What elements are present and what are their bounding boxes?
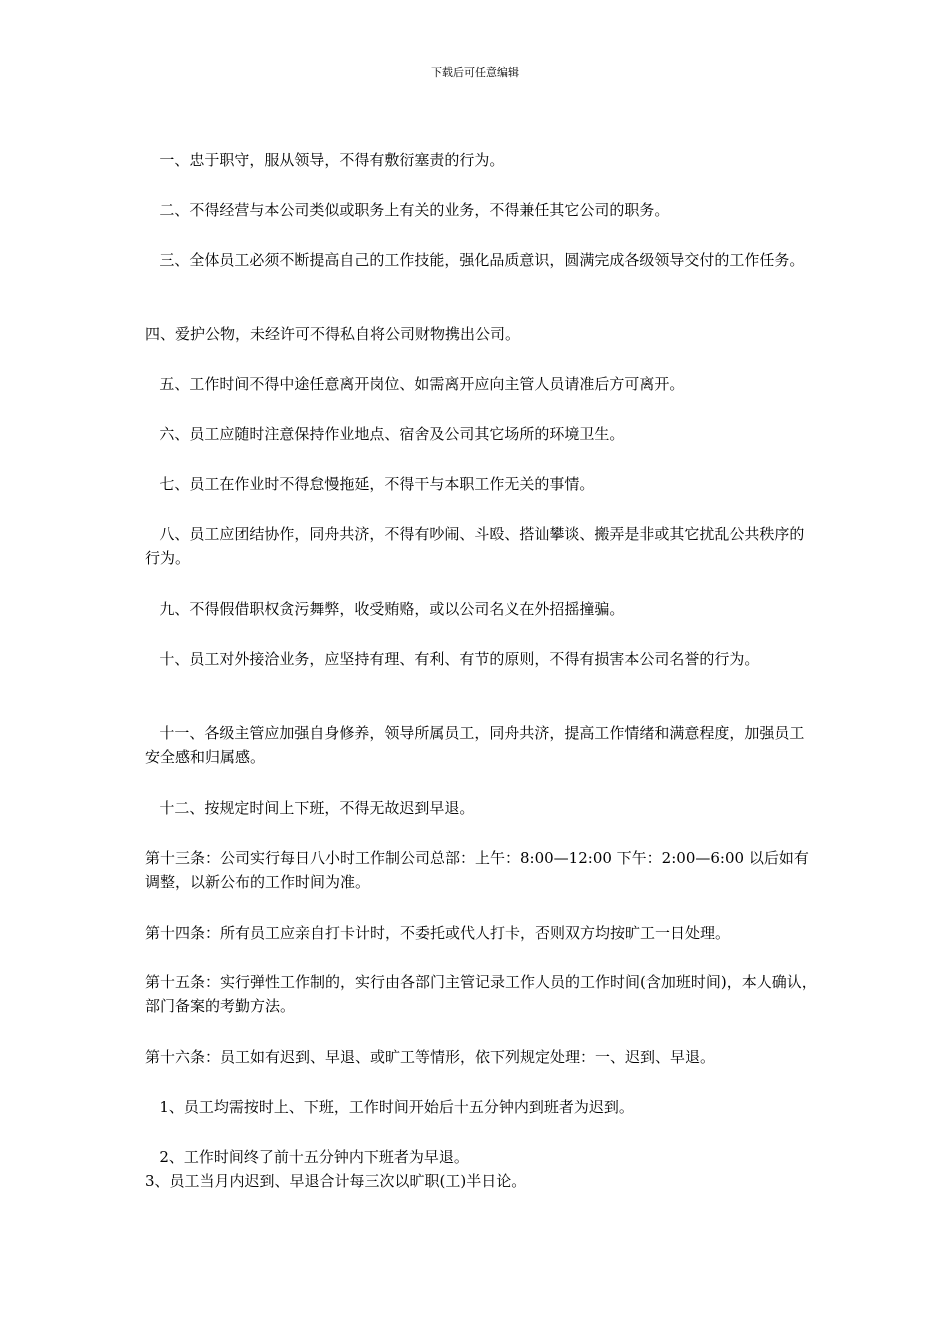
rule-paragraph-10: 十、员工对外接洽业务，应坚持有理、有利、有节的原则，不得有损害本公司名誉的行为。 bbox=[145, 650, 760, 668]
page-header: 下载后可任意编辑 bbox=[431, 66, 519, 79]
rule-paragraph-2: 二、不得经营与本公司类似或职务上有关的业务，不得兼任其它公司的职务。 bbox=[145, 201, 670, 219]
article-15: 第十五条：实行弹性工作制的，实行由各部门主管记录工作人员的工作时间(含加班时间)，本人确认，部门备案的考勤方法。 bbox=[145, 973, 817, 1015]
rule-paragraph-3: 三、全体员工必须不断提高自己的工作技能，强化品质意识，圆满完成各级领导交付的工作任务。 bbox=[145, 251, 805, 269]
article-16-item-2: 2、工作时间终了前十五分钟内下班者为早退。 bbox=[145, 1148, 469, 1166]
article-16-item-1: 1、员工均需按时上、下班，工作时间开始后十五分钟内到班者为迟到。 bbox=[145, 1098, 634, 1116]
rule-paragraph-9: 九、不得假借职权贪污舞弊，收受贿赂，或以公司名义在外招摇撞骗。 bbox=[145, 600, 625, 618]
rule-paragraph-8: 八、员工应团结协作，同舟共济，不得有吵闹、斗殴、搭讪攀谈、搬弄是非或其它扰乱公共秩序的行为。 bbox=[145, 525, 805, 567]
article-16: 第十六条：员工如有迟到、早退、或旷工等情形，依下列规定处理：一、迟到、早退。 bbox=[145, 1048, 716, 1066]
rule-paragraph-1: 一、忠于职守，服从领导，不得有敷衍塞责的行为。 bbox=[145, 151, 505, 169]
article-16-item-3: 3、员工当月内迟到、早退合计每三次以旷职(工)半日论。 bbox=[145, 1172, 527, 1190]
rule-paragraph-4: 四、爱护公物，未经许可不得私自将公司财物携出公司。 bbox=[145, 325, 521, 343]
rule-paragraph-6: 六、员工应随时注意保持作业地点、宿舍及公司其它场所的环境卫生。 bbox=[145, 425, 625, 443]
rule-paragraph-11: 十一、各级主管应加强自身修养，领导所属员工，同舟共济，提高工作情绪和满意程度，加强员工安全感和归属感。 bbox=[145, 724, 805, 766]
rule-paragraph-5: 五、工作时间不得中途任意离开岗位、如需离开应向主管人员请准后方可离开。 bbox=[145, 375, 685, 393]
article-13: 第十三条：公司实行每日八小时工作制公司总部：上午：8:00—12:00 下午：2:00—6:00 以后如有调整，以新公布的工作时间为准。 bbox=[145, 849, 809, 891]
rule-paragraph-12: 十二、按规定时间上下班，不得无故迟到早退。 bbox=[145, 799, 475, 817]
article-14: 第十四条：所有员工应亲自打卡计时，不委托或代人打卡，否则双方均按旷工一日处理。 bbox=[145, 924, 731, 942]
rule-paragraph-7: 七、员工在作业时不得怠慢拖延，不得干与本职工作无关的事情。 bbox=[145, 475, 595, 493]
